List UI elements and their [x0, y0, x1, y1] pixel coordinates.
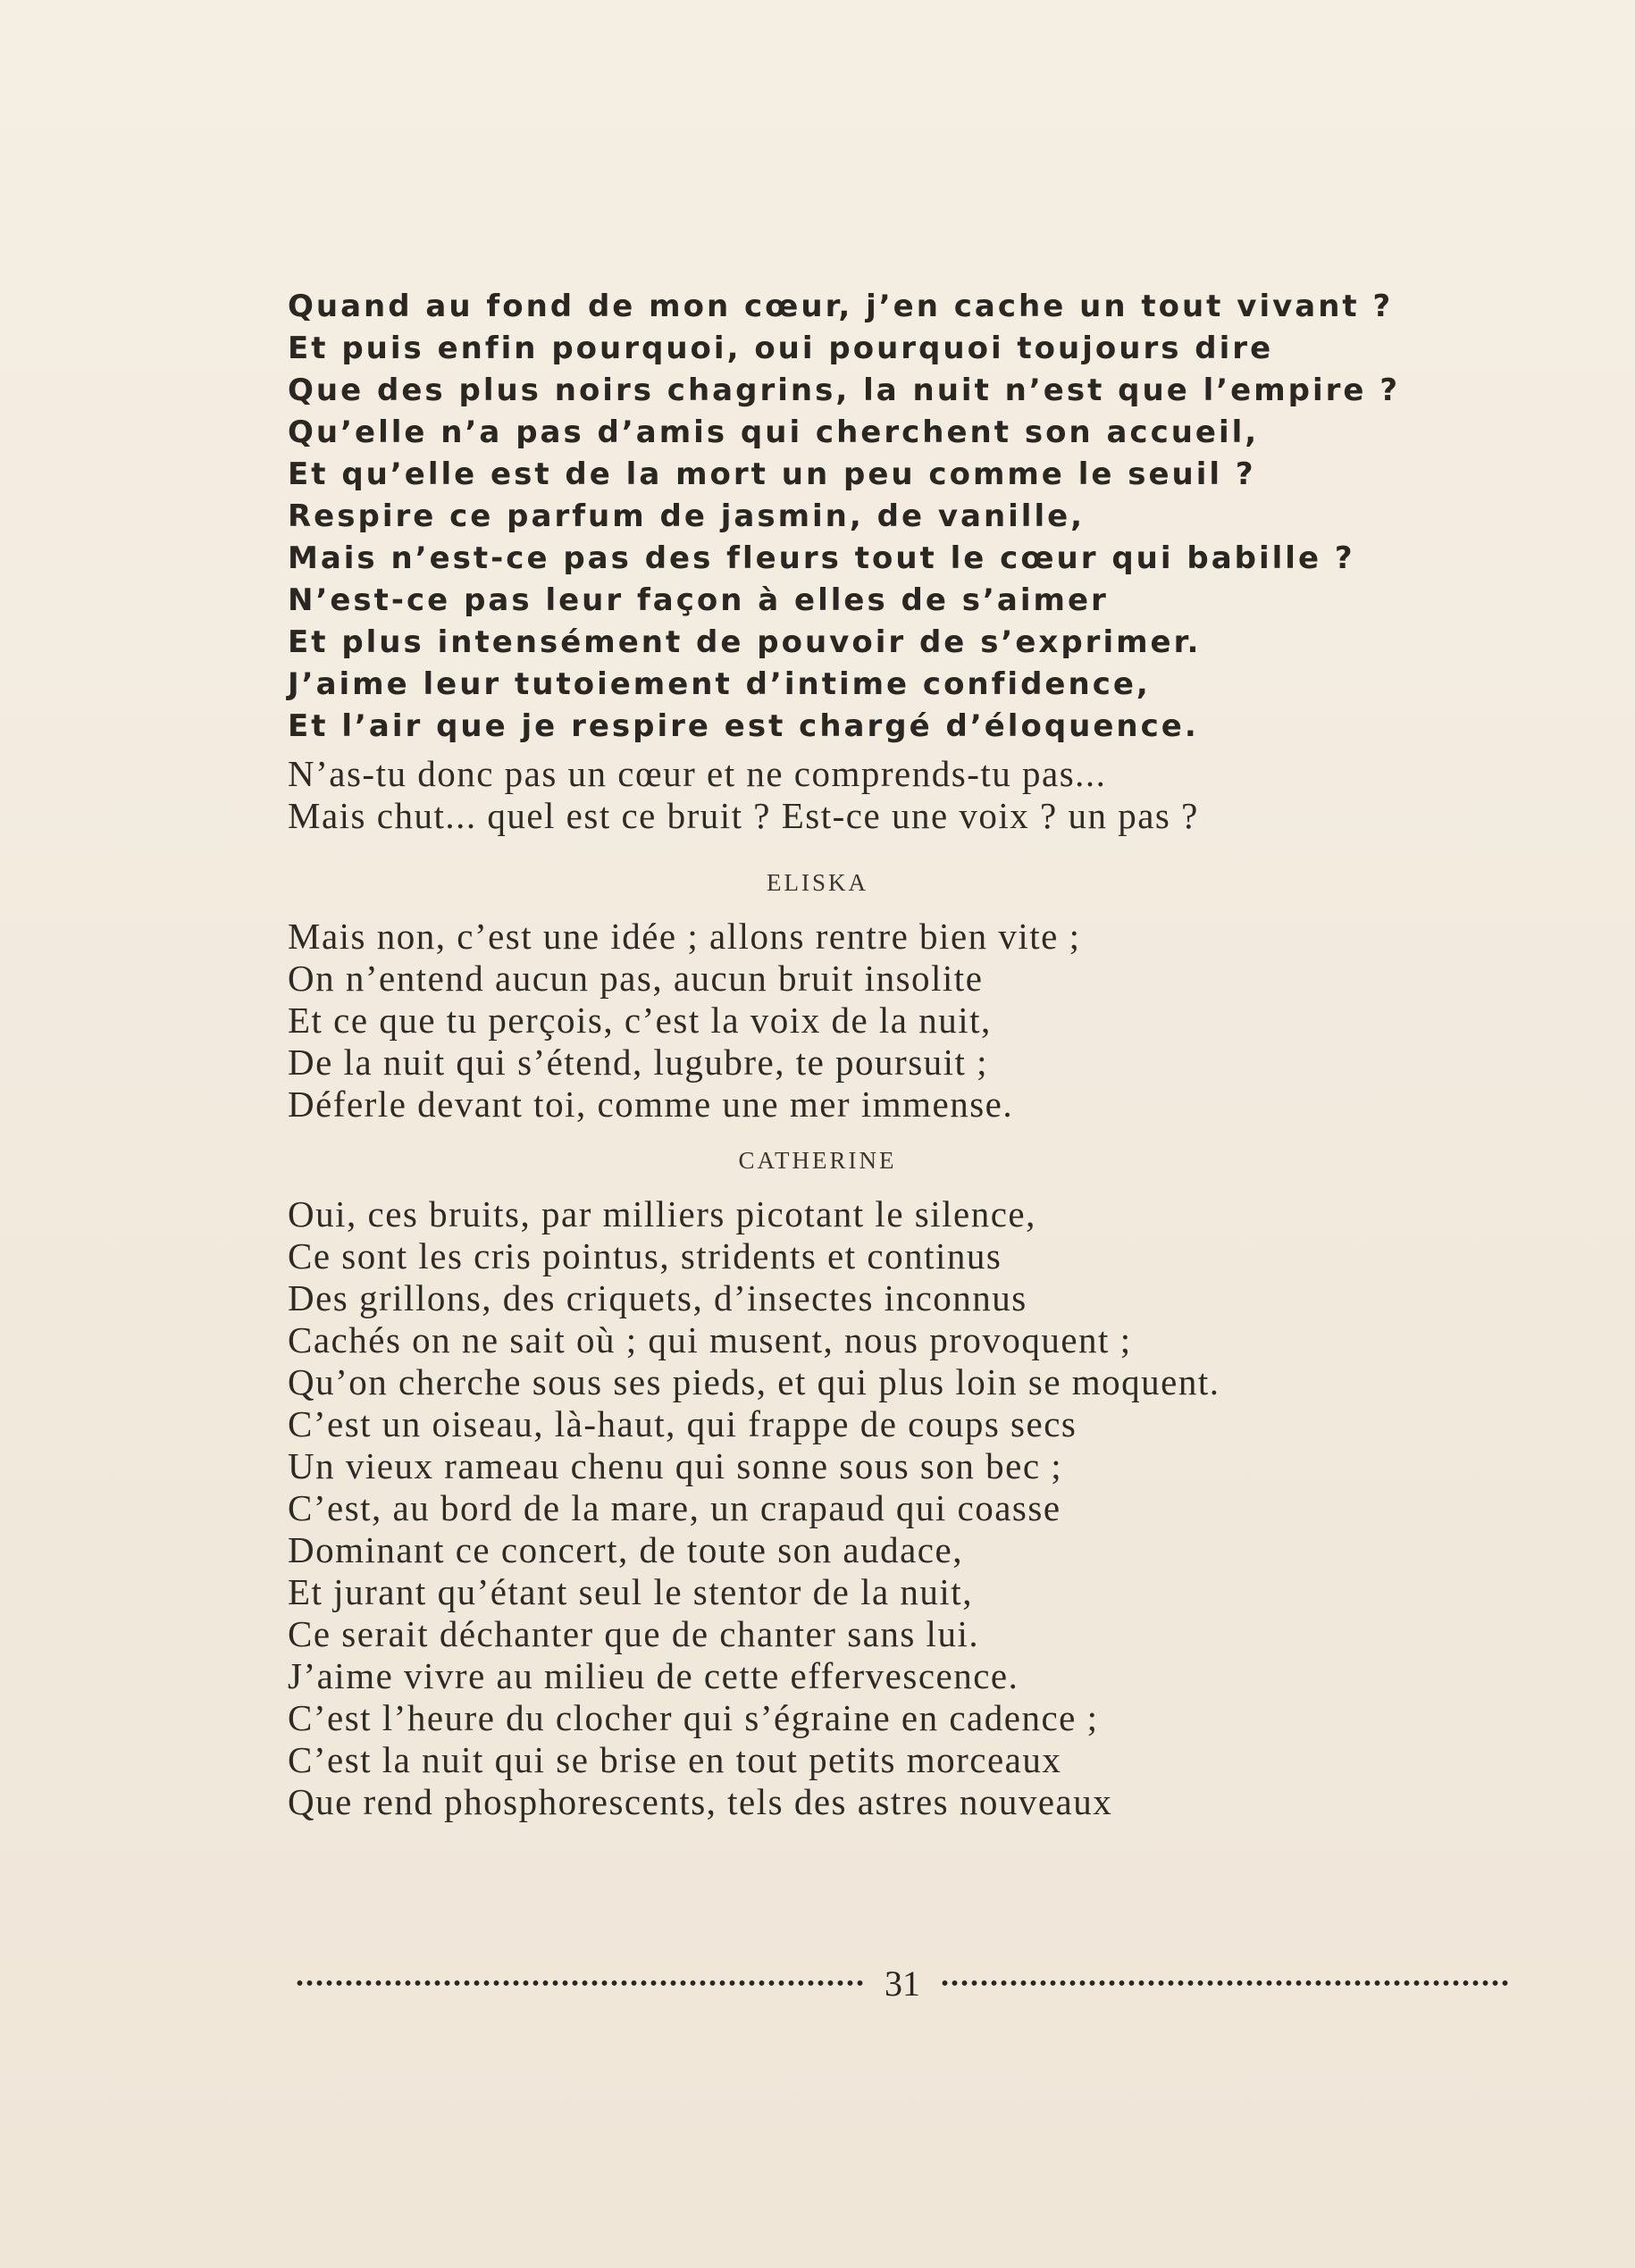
- verse-line: Mais chut... quel est ce bruit ? Est-ce une voix ? un pas ?: [288, 795, 1199, 836]
- dotted-rule-right: [940, 1979, 1510, 1988]
- verse-line: C’est la nuit qui se brise en tout petits morceaux: [288, 1739, 1062, 1780]
- verse-line: Quand au fond de mon cœur, j’en cache un tout vivant ?: [288, 289, 1394, 324]
- dotted-rule-left: [295, 1979, 865, 1988]
- verse-line: Des grillons, des criquets, d’insectes inconnus: [288, 1277, 1027, 1318]
- verse-line: Mais non, c’est une idée ; allons rentre bien vite ;: [288, 916, 1081, 957]
- verse-line: C’est, au bord de la mare, un crapaud qui coasse: [288, 1487, 1061, 1528]
- verse-line: Un vieux rameau chenu qui sonne sous son bec ;: [288, 1445, 1063, 1486]
- page-number: 31: [885, 1963, 920, 2004]
- page-footer: [295, 1956, 1510, 2010]
- catherine-verse-block: [288, 1193, 1476, 1823]
- verse-line: N’est-ce pas leur façon à elles de s’aimer: [288, 582, 1109, 618]
- verse-line: Ce sont les cris pointus, stridents et continus: [288, 1235, 1002, 1276]
- verse-line: Et qu’elle est de la mort un peu comme le seuil ?: [288, 456, 1256, 492]
- verse-line: J’aime vivre au milieu de cette effervescence.: [288, 1655, 1019, 1696]
- verse-line: Et plus intensément de pouvoir de s’exprimer.: [288, 624, 1202, 660]
- verse-line: Cachés on ne sait où ; qui musent, nous provoquent ;: [288, 1319, 1132, 1360]
- speaker-name-eliska: ELISKA: [767, 869, 868, 896]
- verse-line: Déferle devant toi, comme une mer immense.: [288, 1084, 1014, 1125]
- bold-verse-block: [288, 286, 1449, 748]
- verse-line: Qu’elle n’a pas d’amis qui cherchent son accueil,: [288, 414, 1260, 450]
- verse-line: De la nuit qui s’étend, lugubre, te poursuit ;: [288, 1042, 989, 1083]
- verse-line: Mais n’est-ce pas des fleurs tout le cœur qui babille ?: [288, 540, 1355, 576]
- verse-line: Que des plus noirs chagrins, la nuit n’est que l’empire ?: [288, 372, 1401, 408]
- verse-line: Respire ce parfum de jasmin, de vanille,: [288, 498, 1086, 534]
- verse-line: Qu’on cherche sous ses pieds, et qui plus loin se moquent.: [288, 1361, 1220, 1402]
- verse-line: Et l’air que je respire est chargé d’éloquence.: [288, 708, 1199, 744]
- verse-line: Et ce que tu perçois, c’est la voix de la nuit,: [288, 1000, 992, 1041]
- verse-line: Dominant ce concert, de toute son audace,: [288, 1529, 963, 1570]
- verse-line: Ce serait déchanter que de chanter sans lui.: [288, 1613, 980, 1654]
- verse-line: J’aime leur tutoiement d’intime confidence,: [288, 666, 1151, 702]
- verse-line: N’as-tu donc pas un cœur et ne comprends-tu pas...: [288, 753, 1107, 794]
- verse-line: C’est l’heure du clocher qui s’égraine en cadence ;: [288, 1697, 1099, 1738]
- verse-line: Que rend phosphorescents, tels des astres nouveaux: [288, 1781, 1113, 1822]
- eliska-verse-block: [288, 916, 1476, 1126]
- verse-line: Et puis enfin pourquoi, oui pourquoi toujours dire: [288, 331, 1274, 366]
- verse-line: On n’entend aucun pas, aucun bruit insolite: [288, 958, 984, 999]
- verse-line: Et jurant qu’étant seul le stentor de la nuit,: [288, 1571, 973, 1612]
- intro-verse-block: [288, 753, 1476, 837]
- verse-line: Oui, ces bruits, par milliers picotant le silence,: [288, 1193, 1036, 1234]
- speaker-name-catherine: CATHERINE: [738, 1147, 897, 1174]
- verse-line: C’est un oiseau, là-haut, qui frappe de coups secs: [288, 1403, 1077, 1444]
